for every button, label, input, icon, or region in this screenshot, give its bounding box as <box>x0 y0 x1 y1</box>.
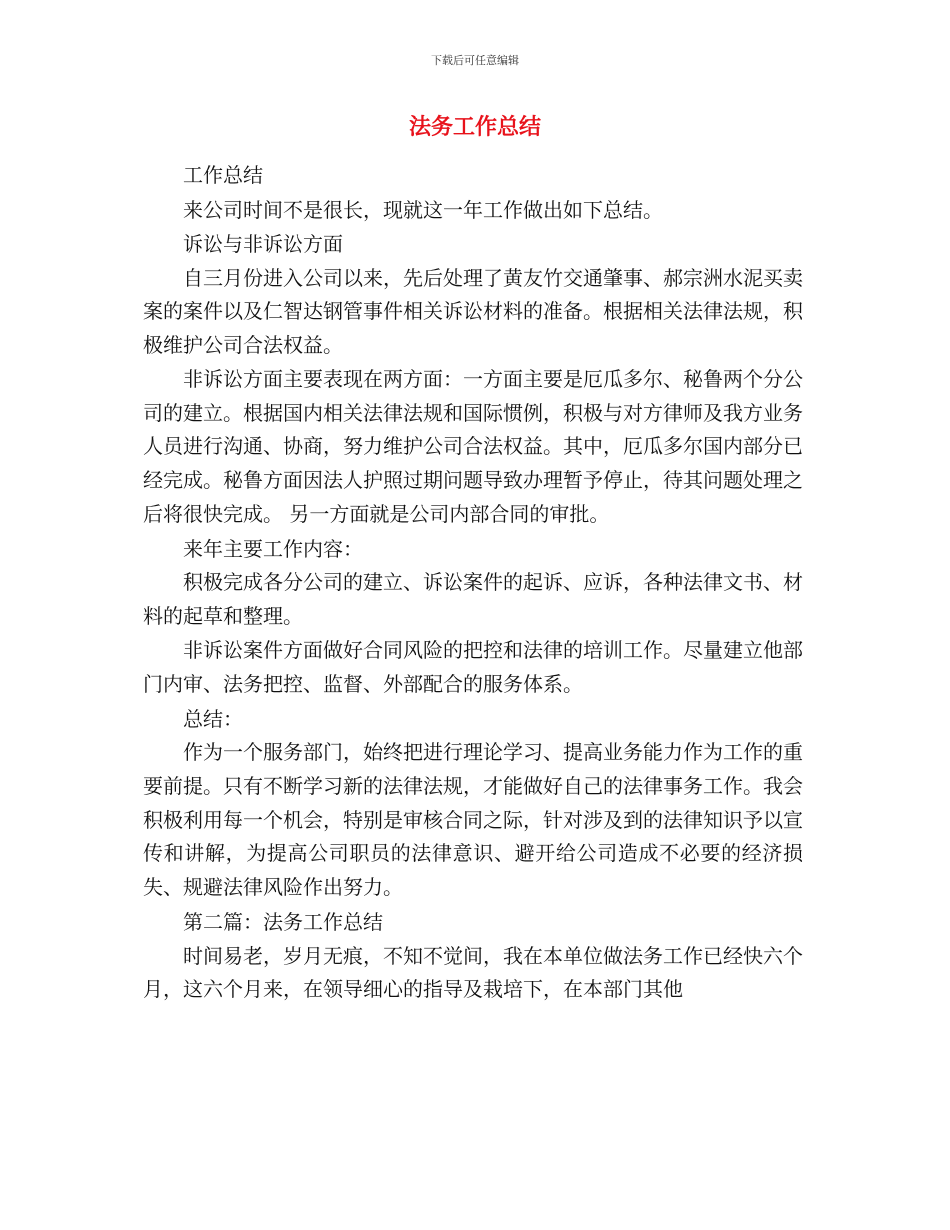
paragraph-intro: 来公司时间不是很长，现就这一年工作做出如下总结。 <box>183 197 663 222</box>
document-title: 法务工作总结 <box>408 115 541 140</box>
paragraph-section-heading: 工作总结 <box>183 163 263 187</box>
document-body <box>143 158 803 1007</box>
paragraph-summary-heading: 总结： <box>183 706 243 731</box>
paragraph-part-two-heading: 第二篇：法务工作总结 <box>183 910 383 935</box>
paragraph-next-year-heading: 来年主要工作内容： <box>183 536 363 561</box>
paragraph-part-two: 时间易老，岁月无痕，不知不觉间，我在本单位做法务工作已经快六个月，这六个月来，在领导细心的指导及栽培下，在本部门其他 <box>143 943 803 1002</box>
page-header: 下载后可任意编辑 <box>431 54 519 67</box>
paragraph-non-litigation: 非诉讼方面主要表现在两方面：一方面主要是厄瓜多尔、秘鲁两个分公司的建立。根据国内相关法律法规和国际惯例，积极与对方律师及我方业务人员进行沟通、协商，努力维护公司合法权益。其中，厄瓜多尔国内部分已经完成。秘鲁方面因法人护照过期问题导致办理暂予停止，待其问题处理之后将很快完成。 另一方面就是公司内部合同的审批。 <box>143 366 803 527</box>
paragraph-next-year-branches: 积极完成各分公司的建立、诉讼案件的起诉、应诉，各种法律文书、材料的起草和整理。 <box>143 570 803 629</box>
paragraph-litigation: 自三月份进入公司以来，先后处理了黄友竹交通肇事、郝宗洲水泥买卖案的案件以及仁智达钢管事件相关诉讼材料的准备。根据相关法律法规，积极维护公司合法权益。 <box>143 265 803 358</box>
paragraph-next-year-contracts: 非诉讼案件方面做好合同风险的把控和法律的培训工作。尽量建立他部门内审、法务把控、监督、外部配合的服务体系。 <box>143 637 803 696</box>
paragraph-summary: 作为一个服务部门，始终把进行理论学习、提高业务能力作为工作的重要前提。只有不断学习新的法律法规，才能做好自己的法律事务工作。我会积极利用每一个机会，特别是审核合同之际，针对涉及到的法律知识予以宣传和讲解，为提高公司职员的法律意识、避开给公司造成不必要的经济损失、规避法律风险作出努力。 <box>143 740 803 900</box>
paragraph-litigation-heading: 诉讼与非诉讼方面 <box>183 232 343 256</box>
